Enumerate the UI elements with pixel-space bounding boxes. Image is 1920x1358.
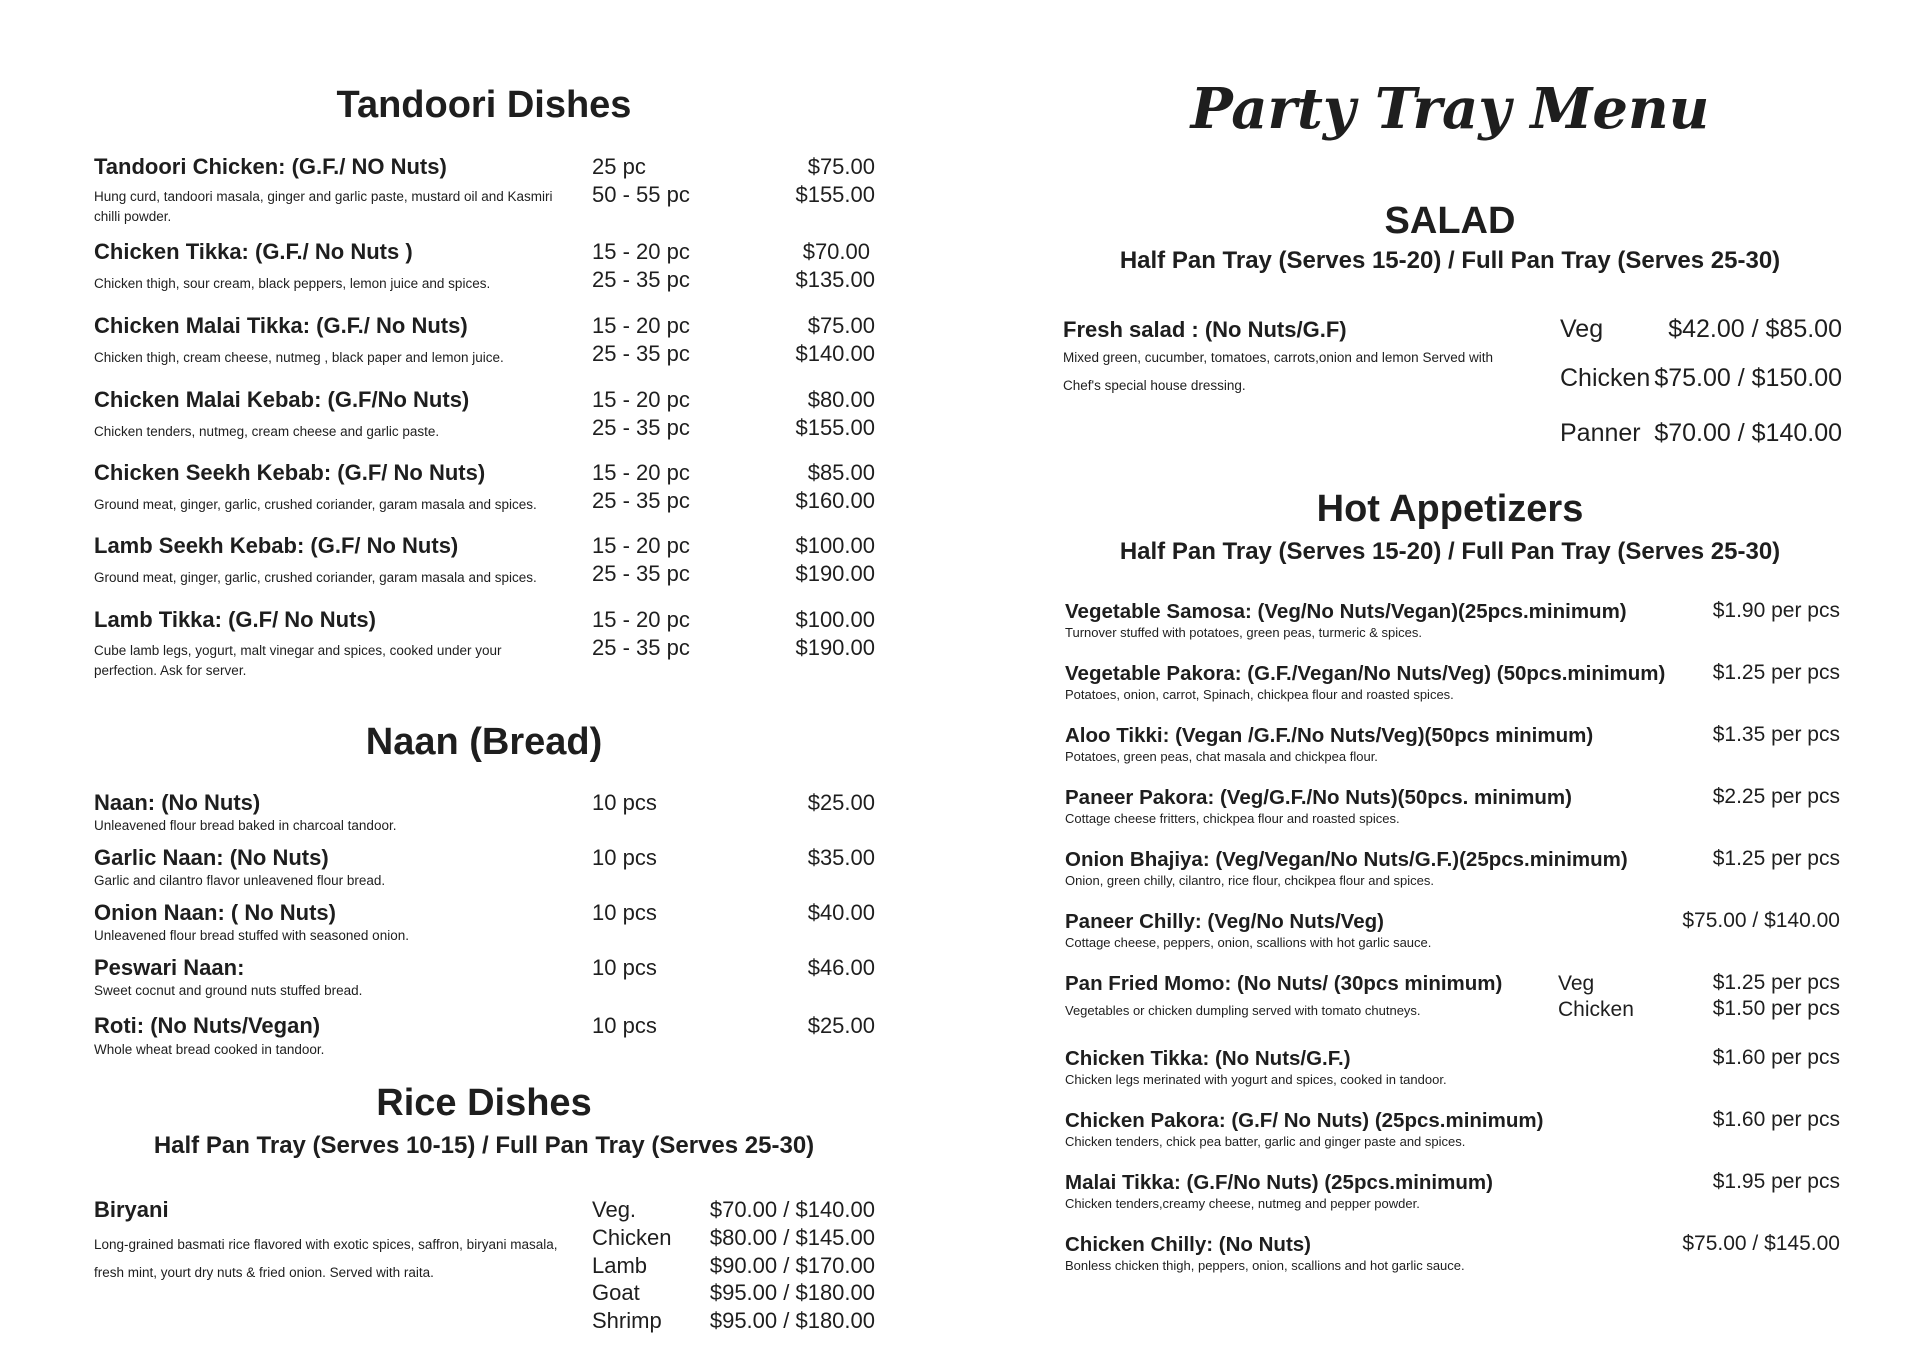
item-desc: Chicken thigh, sour cream, black peppers, lemon juice and spices. bbox=[94, 276, 491, 291]
item-desc: Potatoes, green peas, chat masala and chickpea flour. bbox=[1065, 749, 1378, 764]
qty: 10 pcs bbox=[592, 955, 657, 980]
item-name: Tandoori Chicken: (G.F./ NO Nuts) bbox=[94, 154, 447, 179]
price: $75.00 bbox=[807, 154, 875, 179]
qty: 25 - 35 pc bbox=[592, 267, 690, 292]
item-desc: Cottage cheese fritters, chickpea flour and roasted spices. bbox=[1065, 811, 1400, 826]
price: $135.00 bbox=[795, 267, 875, 292]
price: $1.25 per pcs bbox=[1712, 661, 1840, 684]
item-desc: Sweet cocnut and ground nuts stuffed bread. bbox=[94, 983, 363, 998]
price: $70.00 bbox=[802, 239, 870, 264]
price: $25.00 bbox=[807, 790, 875, 815]
party-tray-title: Party Tray Menu bbox=[1190, 76, 1710, 142]
item-name: Malai Tikka: (G.F/No Nuts) (25pcs.minimum) bbox=[1065, 1171, 1493, 1194]
item-name: Biryani bbox=[94, 1197, 169, 1222]
qty: 15 - 20 pc bbox=[592, 387, 690, 412]
qty: 25 - 35 pc bbox=[592, 635, 690, 660]
option-label: Veg. bbox=[592, 1197, 637, 1222]
price: $190.00 bbox=[795, 561, 875, 586]
item-name: Pan Fried Momo: (No Nuts/ (30pcs minimum) bbox=[1065, 972, 1503, 995]
price: $1.90 per pcs bbox=[1712, 599, 1840, 622]
hot-appetizers-title: Hot Appetizers bbox=[1316, 488, 1584, 530]
qty: 25 pc bbox=[592, 154, 646, 179]
option-label: Chicken bbox=[1560, 364, 1651, 392]
item-desc: Vegetables or chicken dumpling served with tomato chutneys. bbox=[1065, 1003, 1421, 1018]
qty: 15 - 20 pc bbox=[592, 460, 690, 485]
price: $85.00 bbox=[807, 460, 875, 485]
item-desc: Onion, green chilly, cilantro, rice flour, chcikpea flour and spices. bbox=[1065, 873, 1434, 888]
price: $140.00 bbox=[795, 341, 875, 366]
option-price: $70.00 / $140.00 bbox=[1654, 419, 1842, 447]
price: $1.25 per pcs bbox=[1712, 971, 1840, 994]
item-desc: Turnover stuffed with potatoes, green peas, turmeric & spices. bbox=[1065, 625, 1422, 640]
price: $1.60 per pcs bbox=[1712, 1108, 1840, 1131]
price: $1.25 per pcs bbox=[1712, 847, 1840, 870]
item-desc: Bonless chicken thigh, peppers, onion, scallions and hot garlic sauce. bbox=[1065, 1258, 1465, 1273]
item-desc: Long-grained basmati rice flavored with exotic spices, saffron, biryani masala, fresh mint, yourt dry nuts & fried onion. Served with raita. bbox=[94, 1237, 558, 1280]
item-name: Chicken Tikka: (No Nuts/G.F.) bbox=[1065, 1047, 1351, 1070]
option-price: $80.00 / $145.00 bbox=[709, 1225, 875, 1250]
item-name: Garlic Naan: (No Nuts) bbox=[94, 845, 329, 870]
option-price: $42.00 / $85.00 bbox=[1668, 315, 1842, 343]
option-label: Goat bbox=[592, 1280, 640, 1305]
item-name: Fresh salad : (No Nuts/G.F) bbox=[1063, 317, 1347, 342]
qty: 10 pcs bbox=[592, 900, 657, 925]
item-name: Paneer Chilly: (Veg/No Nuts/Veg) bbox=[1065, 910, 1384, 933]
qty: 25 - 35 pc bbox=[592, 415, 690, 440]
item-name: Onion Naan: ( No Nuts) bbox=[94, 900, 336, 925]
item-desc: Unleavened flour bread baked in charcoal tandoor. bbox=[94, 818, 397, 833]
item-name: Roti: (No Nuts/Vegan) bbox=[94, 1013, 321, 1038]
item-name: Vegetable Samosa: (Veg/No Nuts/Vegan)(25pcs.minimum) bbox=[1065, 600, 1627, 623]
price: $160.00 bbox=[795, 488, 875, 513]
item-desc: Ground meat, ginger, garlic, crushed coriander, garam masala and spices. bbox=[94, 570, 537, 585]
qty: 25 - 35 pc bbox=[592, 488, 690, 513]
price: $75.00 bbox=[807, 313, 875, 338]
item-desc: Chicken tenders,creamy cheese, nutmeg and pepper powder. bbox=[1065, 1196, 1420, 1211]
item-desc: Chicken tenders, chick pea batter, garlic and ginger paste and spices. bbox=[1065, 1134, 1466, 1149]
item-desc: Chicken thigh, cream cheese, nutmeg , black paper and lemon juice. bbox=[94, 350, 504, 365]
qty: 15 - 20 pc bbox=[592, 533, 690, 558]
price: $100.00 bbox=[795, 607, 875, 632]
option-price: $75.00 / $150.00 bbox=[1654, 364, 1842, 392]
qty: 25 - 35 pc bbox=[592, 341, 690, 366]
qty: 10 pcs bbox=[592, 845, 657, 870]
naan-title: Naan (Bread) bbox=[365, 721, 603, 763]
price: $25.00 bbox=[807, 1013, 875, 1038]
item-name: Lamb Tikka: (G.F/ No Nuts) bbox=[94, 607, 376, 632]
item-name: Chicken Malai Kebab: (G.F/No Nuts) bbox=[94, 387, 470, 412]
item-name: Lamb Seekh Kebab: (G.F/ No Nuts) bbox=[94, 533, 459, 558]
tandoori-title: Tandoori Dishes bbox=[336, 84, 632, 126]
price: $75.00 / $140.00 bbox=[1682, 909, 1840, 932]
price: $1.35 per pcs bbox=[1712, 723, 1840, 746]
item-desc: Cottage cheese, peppers, onion, scallions with hot garlic sauce. bbox=[1065, 935, 1432, 950]
salad-subtitle: Half Pan Tray (Serves 15-20) / Full Pan Tray (Serves 25-30) bbox=[1119, 247, 1781, 274]
item-name: Vegetable Pakora: (G.F./Vegan/No Nuts/Veg) (50pcs.minimum) bbox=[1065, 662, 1666, 685]
item-desc: Ground meat, ginger, garlic, crushed coriander, garam masala and spices. bbox=[94, 497, 537, 512]
option-price: $90.00 / $170.00 bbox=[709, 1253, 875, 1278]
item-name: Aloo Tikki: (Vegan /G.F./No Nuts/Veg)(50pcs minimum) bbox=[1065, 724, 1594, 747]
item-name: Chicken Pakora: (G.F/ No Nuts) (25pcs.minimum) bbox=[1065, 1109, 1544, 1132]
item-desc: Unleavened flour bread stuffed with seasoned onion. bbox=[94, 928, 409, 943]
option-label: Veg bbox=[1558, 972, 1595, 995]
price: $80.00 bbox=[807, 387, 875, 412]
item-desc: Chicken legs merinated with yogurt and spices, cooked in tandoor. bbox=[1065, 1072, 1447, 1087]
price: $2.25 per pcs bbox=[1712, 785, 1840, 808]
item-desc: Whole wheat bread cooked in tandoor. bbox=[94, 1042, 325, 1057]
price: $155.00 bbox=[795, 415, 875, 440]
item-name: Chicken Tikka: (G.F./ No Nuts ) bbox=[94, 239, 413, 264]
price: $1.95 per pcs bbox=[1712, 1170, 1840, 1193]
item-name: Chicken Chilly: (No Nuts) bbox=[1065, 1233, 1312, 1256]
item-name: Chicken Seekh Kebab: (G.F/ No Nuts) bbox=[94, 460, 486, 485]
qty: 15 - 20 pc bbox=[592, 313, 690, 338]
qty: 15 - 20 pc bbox=[592, 239, 690, 264]
item-desc: Cube lamb legs, yogurt, malt vinegar and spices, cooked under your perfection. Ask for server. bbox=[94, 643, 502, 678]
item-name: Peswari Naan: bbox=[94, 955, 245, 980]
option-price: $70.00 / $140.00 bbox=[709, 1197, 875, 1222]
price: $46.00 bbox=[807, 955, 875, 980]
price: $1.50 per pcs bbox=[1712, 997, 1840, 1020]
price: $100.00 bbox=[795, 533, 875, 558]
option-label: Panner bbox=[1560, 419, 1641, 447]
salad-title: SALAD bbox=[1384, 200, 1516, 242]
option-label: Chicken bbox=[592, 1225, 672, 1250]
item-name: Naan: (No Nuts) bbox=[94, 790, 261, 815]
item-name: Chicken Malai Tikka: (G.F./ No Nuts) bbox=[94, 313, 468, 338]
price: $190.00 bbox=[795, 635, 875, 660]
qty: 50 - 55 pc bbox=[592, 182, 690, 207]
item-name: Onion Bhajiya: (Veg/Vegan/No Nuts/G.F.)(25pcs.minimum) bbox=[1065, 848, 1628, 871]
price: $155.00 bbox=[795, 182, 875, 207]
price: $35.00 bbox=[807, 845, 875, 870]
item-desc: Hung curd, tandoori masala, ginger and garlic paste, mustard oil and Kasmiri chilli powder. bbox=[94, 189, 553, 224]
item-desc: Potatoes, onion, carrot, Spinach, chickpea flour and roasted spices. bbox=[1065, 687, 1454, 702]
option-label: Lamb bbox=[592, 1253, 648, 1278]
item-desc: Chicken tenders, nutmeg, cream cheese and garlic paste. bbox=[94, 424, 440, 439]
option-label: Chicken bbox=[1558, 998, 1634, 1021]
price: $40.00 bbox=[807, 900, 875, 925]
qty: 10 pcs bbox=[592, 1013, 657, 1038]
option-label: Shrimp bbox=[592, 1308, 662, 1333]
price: $75.00 / $145.00 bbox=[1682, 1232, 1840, 1255]
rice-title: Rice Dishes bbox=[376, 1082, 592, 1124]
option-label: Veg bbox=[1560, 315, 1604, 343]
item-name: Paneer Pakora: (Veg/G.F./No Nuts)(50pcs. minimum) bbox=[1065, 786, 1572, 809]
rice-subtitle: Half Pan Tray (Serves 10-15) / Full Pan Tray (Serves 25-30) bbox=[153, 1132, 815, 1159]
qty: 15 - 20 pc bbox=[592, 607, 690, 632]
hot-appetizers-subtitle: Half Pan Tray (Serves 15-20) / Full Pan Tray (Serves 25-30) bbox=[1119, 538, 1781, 565]
qty: 25 - 35 pc bbox=[592, 561, 690, 586]
item-desc: Mixed green, cucumber, tomatoes, carrots,onion and lemon Served with Chef's special house dressing. bbox=[1063, 350, 1493, 393]
qty: 10 pcs bbox=[592, 790, 657, 815]
price: $1.60 per pcs bbox=[1712, 1046, 1840, 1069]
item-desc: Garlic and cilantro flavor unleavened flour bread. bbox=[94, 873, 386, 888]
option-price: $95.00 / $180.00 bbox=[709, 1308, 875, 1333]
option-price: $95.00 / $180.00 bbox=[709, 1280, 875, 1305]
